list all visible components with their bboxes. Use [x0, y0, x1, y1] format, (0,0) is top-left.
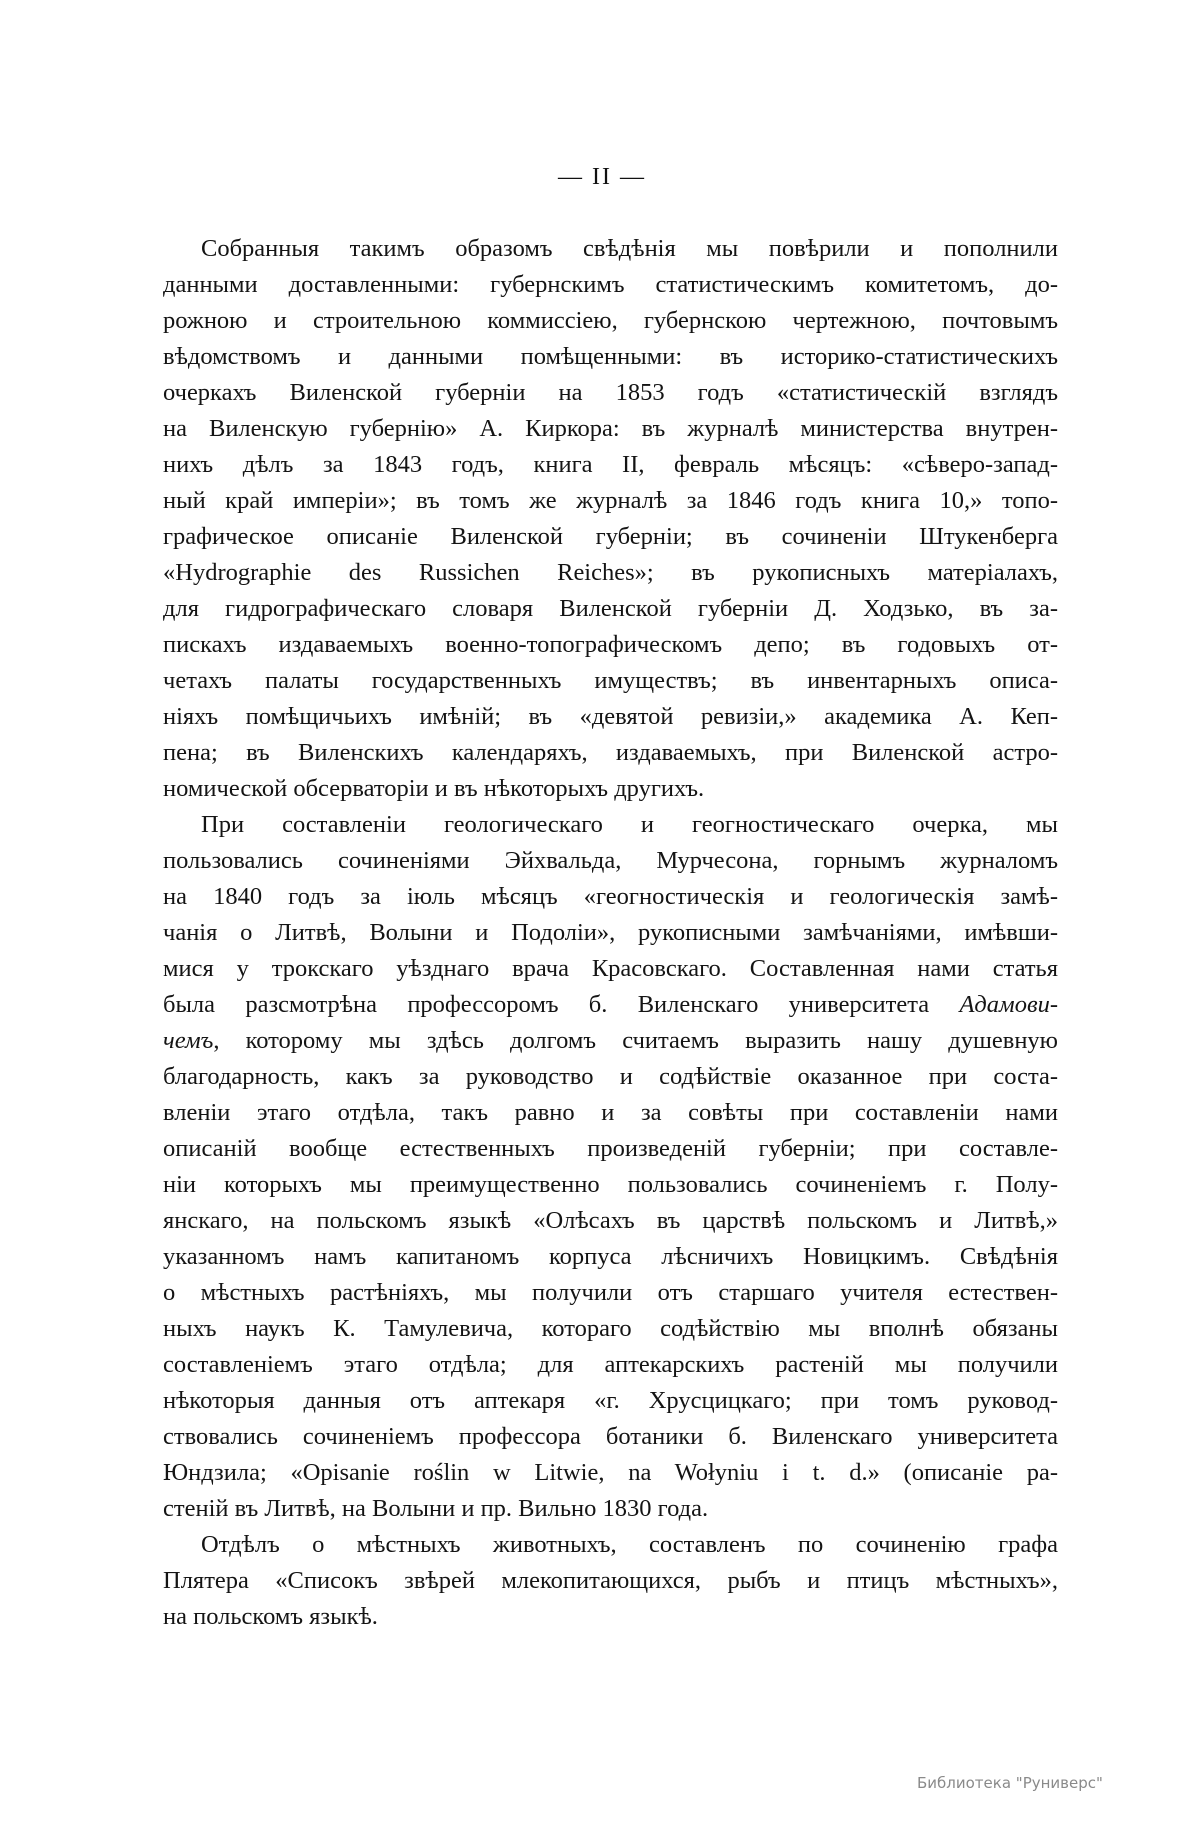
line-text: чанія о Литвѣ, Волыни и Подоліи», рукописными замѣчаніями, имѣвши- [163, 919, 1058, 946]
document-body [163, 231, 1058, 1635]
text-line [163, 1491, 1058, 1527]
text-line [163, 519, 1058, 555]
line-text: ныхъ наукъ К. Тамулевича, котораго содѣйствію мы вполнѣ обязаны [163, 1315, 1058, 1342]
line-text: номической обсерваторіи и въ нѣкоторыхъ другихъ. [163, 775, 705, 802]
text-line [163, 1455, 1058, 1491]
line-text: была разсмотрѣна профессоромъ б. Виленскаго университета [163, 991, 960, 1018]
line-text: данными доставленными: губернскимъ статистическимъ комитетомъ, до- [163, 271, 1058, 298]
text-line [163, 1059, 1058, 1095]
text-line [163, 951, 1058, 987]
line-text: пена; въ Виленскихъ календаряхъ, издаваемыхъ, при Виленской астро- [163, 739, 1058, 766]
line-text: благодарность, какъ за руководство и содѣйствіе оказанное при соста- [163, 1063, 1058, 1090]
text-line [163, 1347, 1058, 1383]
text-line [163, 483, 1058, 519]
text-line [163, 1419, 1058, 1455]
text-line [163, 411, 1058, 447]
text-line [163, 663, 1058, 699]
line-text: , которому мы здѣсь долгомъ считаемъ выразить нашу душевную [213, 1027, 1058, 1054]
text-line [163, 1383, 1058, 1419]
text-line [163, 1599, 1058, 1635]
text-line [163, 1131, 1058, 1167]
text-line [163, 1563, 1058, 1599]
text-line [163, 807, 1058, 843]
text-line [163, 1203, 1058, 1239]
line-text: описаній вообще естественныхъ произведеній губерніи; при составле- [163, 1135, 1058, 1162]
text-line [163, 1275, 1058, 1311]
line-text: стеній въ Литвѣ, на Волыни и пр. Вильно 1830 года. [163, 1495, 709, 1522]
italic-name: Адамови- [959, 991, 1058, 1018]
library-watermark: Библиотека "Руниверс" [917, 1774, 1103, 1792]
text-line [163, 1167, 1058, 1203]
page-number: — II — [558, 164, 646, 190]
line-text: на 1840 годъ за іюль мѣсяцъ «геогностическія и геологическія замѣ- [163, 883, 1058, 910]
text-line [163, 699, 1058, 735]
text-line [163, 771, 1058, 807]
line-text: на Виленскую губернію» А. Киркора: въ журналѣ министерства внутрен- [163, 415, 1058, 442]
line-text: ствовались сочиненіемъ профессора ботаники б. Виленскаго университета [163, 1423, 1058, 1450]
line-text: Собранныя такимъ образомъ свѣдѣнія мы повѣрили и пополнили [201, 235, 1058, 262]
line-text: на польскомъ языкѣ. [163, 1603, 378, 1630]
text-line [163, 447, 1058, 483]
line-text: «Hydrographie des Russichen Reiches»; въ рукописныхъ матеріалахъ, [163, 559, 1058, 586]
line-text: пискахъ издаваемыхъ военно-топографическомъ депо; въ годовыхъ от- [163, 631, 1058, 658]
text-line [163, 1095, 1058, 1131]
text-line [163, 735, 1058, 771]
line-text: нѣкоторыя данныя отъ аптекаря «г. Хрусцицкаго; при томъ руковод- [163, 1387, 1058, 1414]
text-line [163, 231, 1058, 267]
line-text: вѣдомствомъ и данными помѣщенными: въ историко-статистическихъ [163, 343, 1058, 370]
text-line [163, 1239, 1058, 1275]
text-line [163, 987, 1058, 1023]
line-text: рожною и строительною коммиссіею, губернскою чертежною, почтовымъ [163, 307, 1058, 334]
line-text: ніяхъ помѣщичьихъ имѣній; въ «девятой ревизіи,» академика А. Кеп- [163, 703, 1058, 730]
text-line [163, 1311, 1058, 1347]
line-text: четахъ палаты государственныхъ имуществъ; въ инвентарныхъ описа- [163, 667, 1058, 694]
line-text: нихъ дѣлъ за 1843 годъ, книга II, февраль мѣсяцъ: «сѣверо-запад- [163, 451, 1058, 478]
line-text: Плятера «Списокъ звѣрей млекопитающихся, рыбъ и птицъ мѣстныхъ», [163, 1567, 1058, 1594]
text-line [163, 1023, 1058, 1059]
text-line [163, 843, 1058, 879]
line-text: пользовались сочиненіями Эйхвальда, Мурчесона, горнымъ журналомъ [163, 847, 1058, 874]
line-text: вленіи этаго отдѣла, такъ равно и за совѣты при составленіи нами [163, 1099, 1058, 1126]
line-text: ный край имперіи»; въ томъ же журналѣ за 1846 годъ книга 10,» топо- [163, 487, 1058, 514]
line-text: очеркахъ Виленской губерніи на 1853 годъ «статистическій взглядъ [163, 379, 1058, 406]
line-text: янскаго, на польскомъ языкѣ «Олѣсахъ въ царствѣ польскомъ и Литвѣ,» [163, 1207, 1058, 1234]
line-text: о мѣстныхъ растѣніяхъ, мы получили отъ старшаго учителя естествен- [163, 1279, 1058, 1306]
line-text: ніи которыхъ мы преимущественно пользовались сочиненіемъ г. Полу- [163, 1171, 1058, 1198]
line-text: мися у трокскаго уѣзднаго врача Красовскаго. Составленная нами статья [163, 955, 1058, 982]
text-line [163, 303, 1058, 339]
italic-name: чемъ [163, 1027, 214, 1054]
line-text: Юндзила; «Opisanie roślin w Litwie, na Wołyniu i t. d.» (описаніе ра- [163, 1459, 1058, 1486]
text-line [163, 1527, 1058, 1563]
line-text: Отдѣлъ о мѣстныхъ животныхъ, составленъ по сочиненію графа [201, 1531, 1058, 1558]
text-line [163, 915, 1058, 951]
line-text: указанномъ намъ капитаномъ корпуса лѣсничихъ Новицкимъ. Свѣдѣнія [163, 1243, 1058, 1270]
line-text: составленіемъ этаго отдѣла; для аптекарскихъ растеній мы получили [163, 1351, 1058, 1378]
text-line [163, 591, 1058, 627]
text-line [163, 555, 1058, 591]
line-text: графическое описаніе Виленской губерніи; въ сочиненіи Штукенберга [163, 523, 1058, 550]
line-text: При составленіи геологическаго и геогностическаго очерка, мы [201, 811, 1058, 838]
text-line [163, 267, 1058, 303]
text-line [163, 375, 1058, 411]
line-text: для гидрографическаго словаря Виленской губерніи Д. Ходзько, въ за- [163, 595, 1058, 622]
text-line [163, 339, 1058, 375]
text-line [163, 627, 1058, 663]
text-line [163, 879, 1058, 915]
